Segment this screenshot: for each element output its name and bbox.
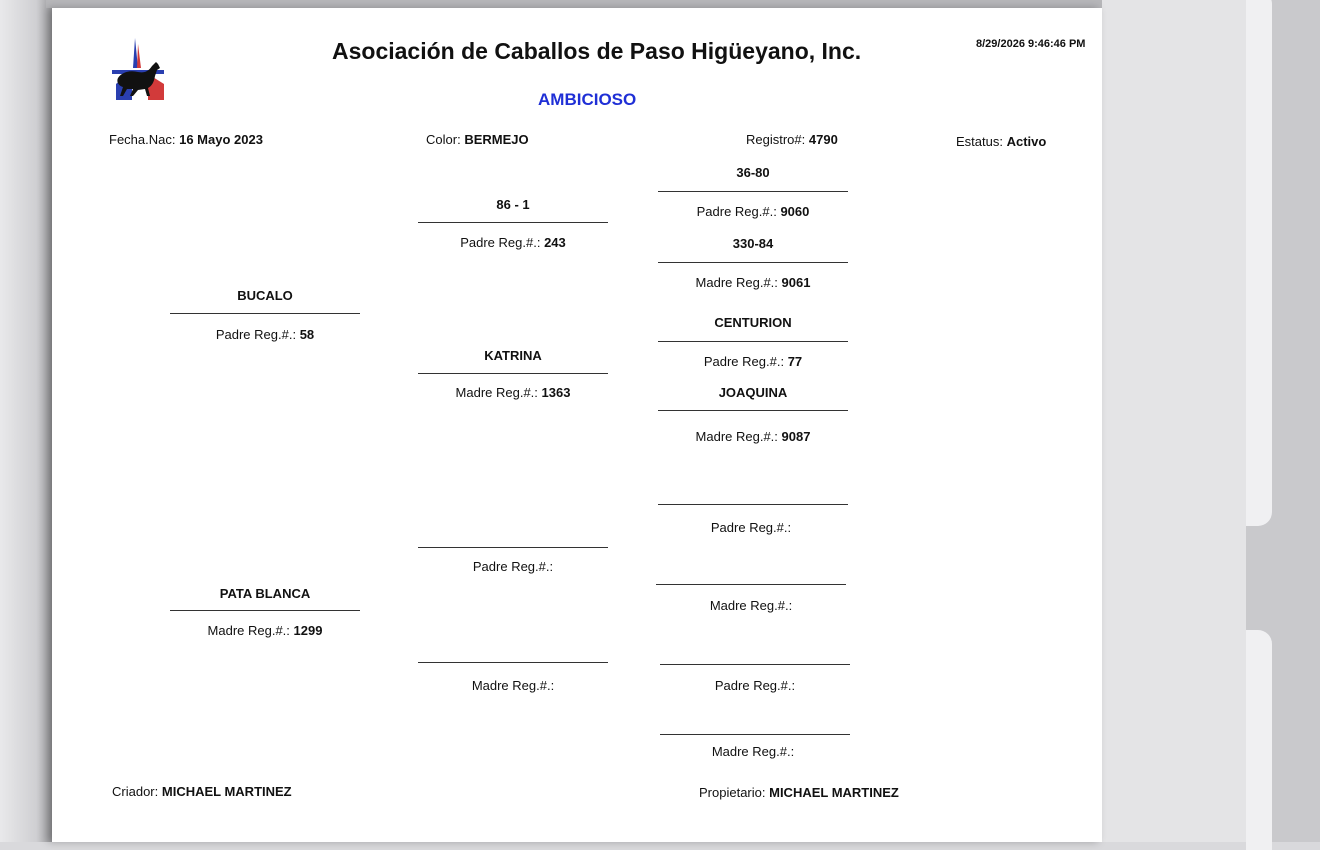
color-label: Color: [426,132,461,147]
ss-sire-name: 36-80 [736,165,770,180]
birth-date-field [109,132,263,147]
horse-flag-logo-icon [108,34,168,100]
sire-dam-reg-label: Madre Reg.#.: [455,385,538,400]
sd-sire-registration [658,354,848,369]
sire-registration [170,327,360,342]
birth-date-value: 16 Mayo 2023 [179,132,263,147]
dam-dam-line [418,662,608,663]
registration-label: Registro#: [746,132,806,147]
sd-sire-reg-value: 77 [787,354,803,369]
ss-dam-reg-label: Madre Reg.#.: [695,275,778,290]
horse-name: AMBICIOSO [538,90,637,109]
sire-dam-reg-value: 1363 [541,385,571,400]
ds-dam-registration [656,598,846,613]
ss-sire-reg-value: 9060 [780,204,810,219]
sire-dam-line [418,373,608,374]
sire-name: BUCALO [237,288,293,303]
pedigree-report-page [52,8,1102,842]
ds-sire-line [658,504,848,505]
color-field [426,132,529,147]
status-label: Estatus: [956,134,1003,149]
breeder-label: Criador: [112,784,159,799]
dam-line [170,610,360,611]
sire-line [170,313,360,314]
sd-dam-reg-value: 9087 [781,429,811,444]
ds-dam-reg-label: Madre Reg.#.: [709,598,793,613]
birth-date-label: Fecha.Nac: [109,132,176,147]
status-field [956,134,1046,149]
sd-dam-name: JOAQUINA [718,385,788,400]
owner-label: Propietario: [699,785,766,800]
sd-dam-registration [658,429,848,444]
dd-sire-reg-label: Padre Reg.#.: [714,678,796,693]
dam-sire-line [418,547,608,548]
page-top-edge [46,0,1102,8]
sire-sire-reg-value: 243 [544,235,566,250]
registration-value: 4790 [808,132,838,147]
dd-sire-registration [660,678,850,693]
ds-dam-line [656,584,846,585]
registration-field [746,132,838,147]
dd-dam-line [660,734,850,735]
dam-reg-value: 1299 [293,623,323,638]
breeder-field [112,784,292,799]
status-value: Activo [1006,134,1047,149]
ds-sire-reg-label: Padre Reg.#.: [710,520,792,535]
dd-dam-registration [658,744,848,759]
dam-dam-registration [418,678,608,693]
side-card-bottom [1246,630,1272,850]
dam-name: PATA BLANCA [219,586,311,601]
dam-sire-reg-label: Padre Reg.#.: [472,559,554,574]
side-card-top [1246,0,1272,526]
sd-dam-line [658,410,848,411]
sd-dam-reg-label: Madre Reg.#.: [695,429,778,444]
sire-dam-registration [418,385,608,400]
association-title: Asociación de Caballos de Paso Higüeyano, Inc. [332,38,862,64]
sire-sire-reg-label: Padre Reg.#.: [460,235,541,250]
sire-sire-registration [418,235,608,250]
ss-dam-line [658,262,848,263]
viewer-background-left [0,0,52,842]
breeder-value: MICHAEL MARTINEZ [161,784,292,799]
sd-sire-line [658,341,848,342]
sire-dam-name: KATRINA [484,348,542,363]
sire-reg-label: Padre Reg.#.: [215,327,297,342]
dam-dam-reg-label: Madre Reg.#.: [471,678,555,693]
dam-registration [170,623,360,638]
color-value: BERMEJO [464,132,529,147]
owner-field [699,785,899,800]
ss-sire-reg-label: Padre Reg.#.: [696,204,777,219]
dd-dam-reg-label: Madre Reg.#.: [711,744,795,759]
sire-sire-name: 86 - 1 [496,197,530,212]
ds-sire-registration [656,520,846,535]
sire-sire-line [418,222,608,223]
ss-dam-registration [658,275,848,290]
sd-sire-reg-label: Padre Reg.#.: [703,354,785,369]
dd-sire-line [660,664,850,665]
ss-dam-reg-value: 9061 [781,275,811,290]
sire-reg-value: 58 [299,327,315,342]
ss-dam-name: 330-84 [732,236,774,251]
dam-sire-registration [418,559,608,574]
owner-value: MICHAEL MARTINEZ [769,785,899,800]
ss-sire-registration [658,204,848,219]
dam-reg-label: Madre Reg.#.: [207,623,290,638]
sd-sire-name: CENTURION [714,315,792,330]
print-timestamp: 8/29/2026 9:46:46 PM [976,38,1086,50]
ss-sire-line [658,191,848,192]
